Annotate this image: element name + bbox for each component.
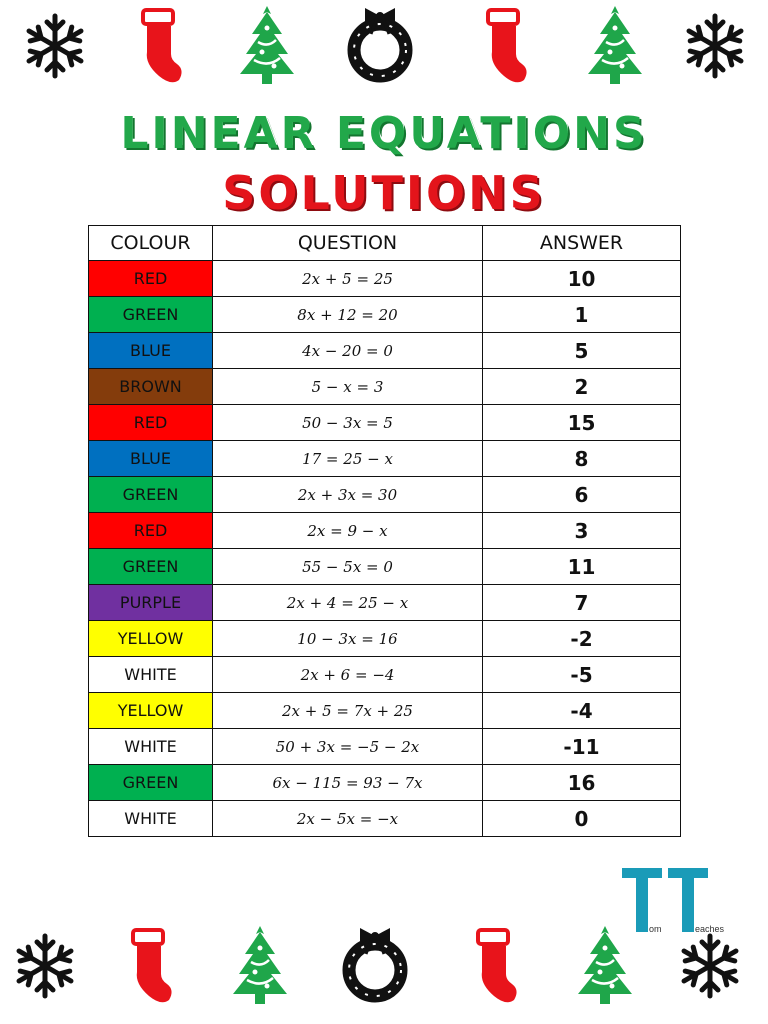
table-row bbox=[89, 765, 681, 801]
question-cell: 10 − 3x = 16 bbox=[213, 621, 483, 657]
answer-cell: 5 bbox=[483, 333, 681, 369]
question-cell: 50 − 3x = 5 bbox=[213, 405, 483, 441]
colour-cell: BLUE bbox=[89, 333, 213, 369]
stocking-icon bbox=[470, 2, 540, 86]
snowflake-icon bbox=[680, 2, 750, 86]
table-row bbox=[89, 441, 681, 477]
table-row bbox=[89, 621, 681, 657]
page-subtitle: SOLUTIONS bbox=[222, 166, 546, 220]
snowflake-icon bbox=[20, 2, 90, 86]
answer-cell: -4 bbox=[483, 693, 681, 729]
wreath-icon bbox=[345, 2, 415, 86]
answer-cell: -5 bbox=[483, 657, 681, 693]
stocking-icon bbox=[125, 2, 195, 86]
stocking-icon bbox=[115, 922, 185, 1006]
colour-cell: BLUE bbox=[89, 441, 213, 477]
question-cell: 5 − x = 3 bbox=[213, 369, 483, 405]
solutions-table bbox=[88, 225, 681, 837]
table-row bbox=[89, 549, 681, 585]
table-row bbox=[89, 261, 681, 297]
christmas-tree-icon bbox=[225, 922, 295, 1006]
colour-cell: GREEN bbox=[89, 477, 213, 513]
colour-cell: BROWN bbox=[89, 369, 213, 405]
question-cell: 4x − 20 = 0 bbox=[213, 333, 483, 369]
question-cell: 8x + 12 = 20 bbox=[213, 297, 483, 333]
table-row bbox=[89, 405, 681, 441]
question-cell: 2x + 3x = 30 bbox=[213, 477, 483, 513]
table-header-row bbox=[89, 226, 681, 261]
answer-cell: 15 bbox=[483, 405, 681, 441]
logo-text-eaches: eaches bbox=[695, 924, 725, 934]
answer-cell: -11 bbox=[483, 729, 681, 765]
christmas-tree-icon bbox=[580, 2, 650, 86]
question-cell: 17 = 25 − x bbox=[213, 441, 483, 477]
answer-cell: 11 bbox=[483, 549, 681, 585]
colour-cell: GREEN bbox=[89, 765, 213, 801]
answer-cell: 10 bbox=[483, 261, 681, 297]
bottom-decorations bbox=[0, 922, 768, 1012]
header-answer: ANSWER bbox=[483, 226, 681, 261]
colour-cell: GREEN bbox=[89, 549, 213, 585]
table-row bbox=[89, 693, 681, 729]
answer-cell: 0 bbox=[483, 801, 681, 837]
table-row bbox=[89, 801, 681, 837]
header-colour: COLOUR bbox=[89, 226, 213, 261]
question-cell: 2x = 9 − x bbox=[213, 513, 483, 549]
top-decorations bbox=[0, 2, 768, 92]
colour-cell: YELLOW bbox=[89, 621, 213, 657]
table-row bbox=[89, 585, 681, 621]
colour-cell: PURPLE bbox=[89, 585, 213, 621]
header-question: QUESTION bbox=[213, 226, 483, 261]
question-cell: 50 + 3x = −5 − 2x bbox=[213, 729, 483, 765]
christmas-tree-icon bbox=[570, 922, 640, 1006]
christmas-tree-icon bbox=[232, 2, 302, 86]
colour-cell: RED bbox=[89, 405, 213, 441]
table-row bbox=[89, 657, 681, 693]
table-row bbox=[89, 513, 681, 549]
table-row bbox=[89, 333, 681, 369]
colour-cell: GREEN bbox=[89, 297, 213, 333]
table-row bbox=[89, 369, 681, 405]
answer-cell: 6 bbox=[483, 477, 681, 513]
answer-cell: 3 bbox=[483, 513, 681, 549]
colour-cell: WHITE bbox=[89, 657, 213, 693]
wreath-icon bbox=[340, 922, 410, 1006]
colour-cell: WHITE bbox=[89, 729, 213, 765]
question-cell: 2x + 4 = 25 − x bbox=[213, 585, 483, 621]
answer-cell: 2 bbox=[483, 369, 681, 405]
table-row bbox=[89, 297, 681, 333]
answer-cell: 7 bbox=[483, 585, 681, 621]
table-body bbox=[89, 261, 681, 837]
question-cell: 2x + 5 = 25 bbox=[213, 261, 483, 297]
answer-cell: -2 bbox=[483, 621, 681, 657]
answer-cell: 16 bbox=[483, 765, 681, 801]
question-cell: 6x − 115 = 93 − 7x bbox=[213, 765, 483, 801]
answer-cell: 1 bbox=[483, 297, 681, 333]
table-row bbox=[89, 477, 681, 513]
colour-cell: RED bbox=[89, 261, 213, 297]
stocking-icon bbox=[460, 922, 530, 1006]
page-title: LINEAR EQUATIONS bbox=[120, 108, 648, 159]
colour-cell: YELLOW bbox=[89, 693, 213, 729]
question-cell: 2x + 5 = 7x + 25 bbox=[213, 693, 483, 729]
question-cell: 55 − 5x = 0 bbox=[213, 549, 483, 585]
question-cell: 2x − 5x = −x bbox=[213, 801, 483, 837]
table-row bbox=[89, 729, 681, 765]
colour-cell: RED bbox=[89, 513, 213, 549]
snowflake-icon bbox=[675, 922, 745, 1006]
answer-cell: 8 bbox=[483, 441, 681, 477]
logo-text-om: om bbox=[649, 924, 662, 934]
question-cell: 2x + 6 = −4 bbox=[213, 657, 483, 693]
colour-cell: WHITE bbox=[89, 801, 213, 837]
snowflake-icon bbox=[10, 922, 80, 1006]
